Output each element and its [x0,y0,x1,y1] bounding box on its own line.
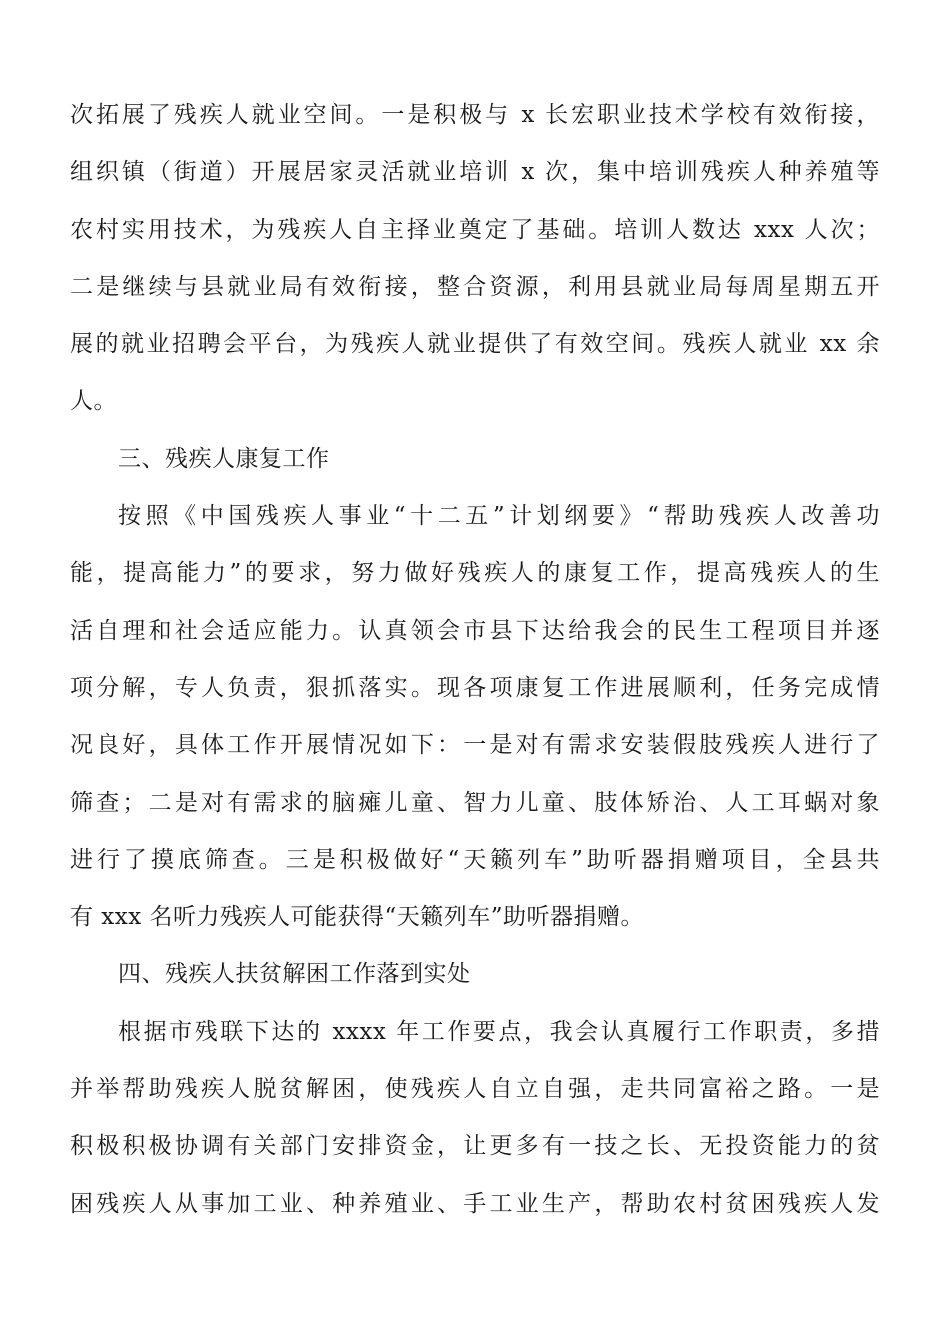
text-line: 项分解，专人负责，狠抓落实。现各项康复工作进展顺利，任务完成情 [70,674,880,701]
text-line: 农村实用技术，为残疾人自主择业奠定了基础。培训人数达 xxx 人次； [70,216,880,243]
paragraph-poverty-relief [70,1004,880,1233]
text-line: 况良好，具体工作开展情况如下：一是对有需求安装假肢残疾人进行了 [70,732,880,759]
text-line: 困残疾人从事加工业、种养殖业、手工业生产，帮助农村贫困残疾人发 [70,1190,880,1217]
text-line: 二是继续与县就业局有效衔接，整合资源，利用县就业局每周星期五开 [70,273,880,300]
section-heading-rehabilitation: 三、残疾人康复工作 [118,445,330,472]
text-line: 根据市残联下达的 xxxx 年工作要点，我会认真履行工作职责，多措 [118,1018,880,1045]
text-line: 进行了摸底筛查。三是积极做好“天籁列车”助听器捐赠项目，全县共 [70,846,880,873]
paragraph-rehabilitation [70,488,880,946]
paragraph-employment [70,87,880,431]
section-heading-poverty-relief: 四、残疾人扶贫解困工作落到实处 [118,961,471,988]
text-line: 按照《中国残疾人事业“十二五”计划纲要》“帮助残疾人改善功 [118,503,880,530]
text-line: 人。 [70,388,117,415]
document-body [70,87,880,1233]
text-line: 能，提高能力”的要求，努力做好残疾人的康复工作，提高残疾人的生 [70,560,880,587]
text-line: 积极积极协调有关部门安排资金，让更多有一技之长、无投资能力的贫 [70,1133,880,1160]
text-line: 筛查；二是对有需求的脑瘫儿童、智力儿童、肢体矫治、人工耳蜗对象 [70,789,880,816]
text-line: 展的就业招聘会平台，为残疾人就业提供了有效空间。残疾人就业 xx 余 [70,331,880,358]
text-line: 并举帮助残疾人脱贫解困，使残疾人自立自强，走共同富裕之路。一是 [70,1076,880,1103]
text-line: 组织镇（街道）开展居家灵活就业培训 x 次，集中培训残疾人种养殖等 [70,159,880,186]
text-line: 次拓展了残疾人就业空间。一是积极与 x 长宏职业技术学校有效衔接， [70,102,880,128]
text-line: 有 xxx 名听力残疾人可能获得“天籁列车”助听器捐赠。 [70,904,645,931]
text-line: 活自理和社会适应能力。认真领会市县下达给我会的民生工程项目并逐 [70,617,880,644]
